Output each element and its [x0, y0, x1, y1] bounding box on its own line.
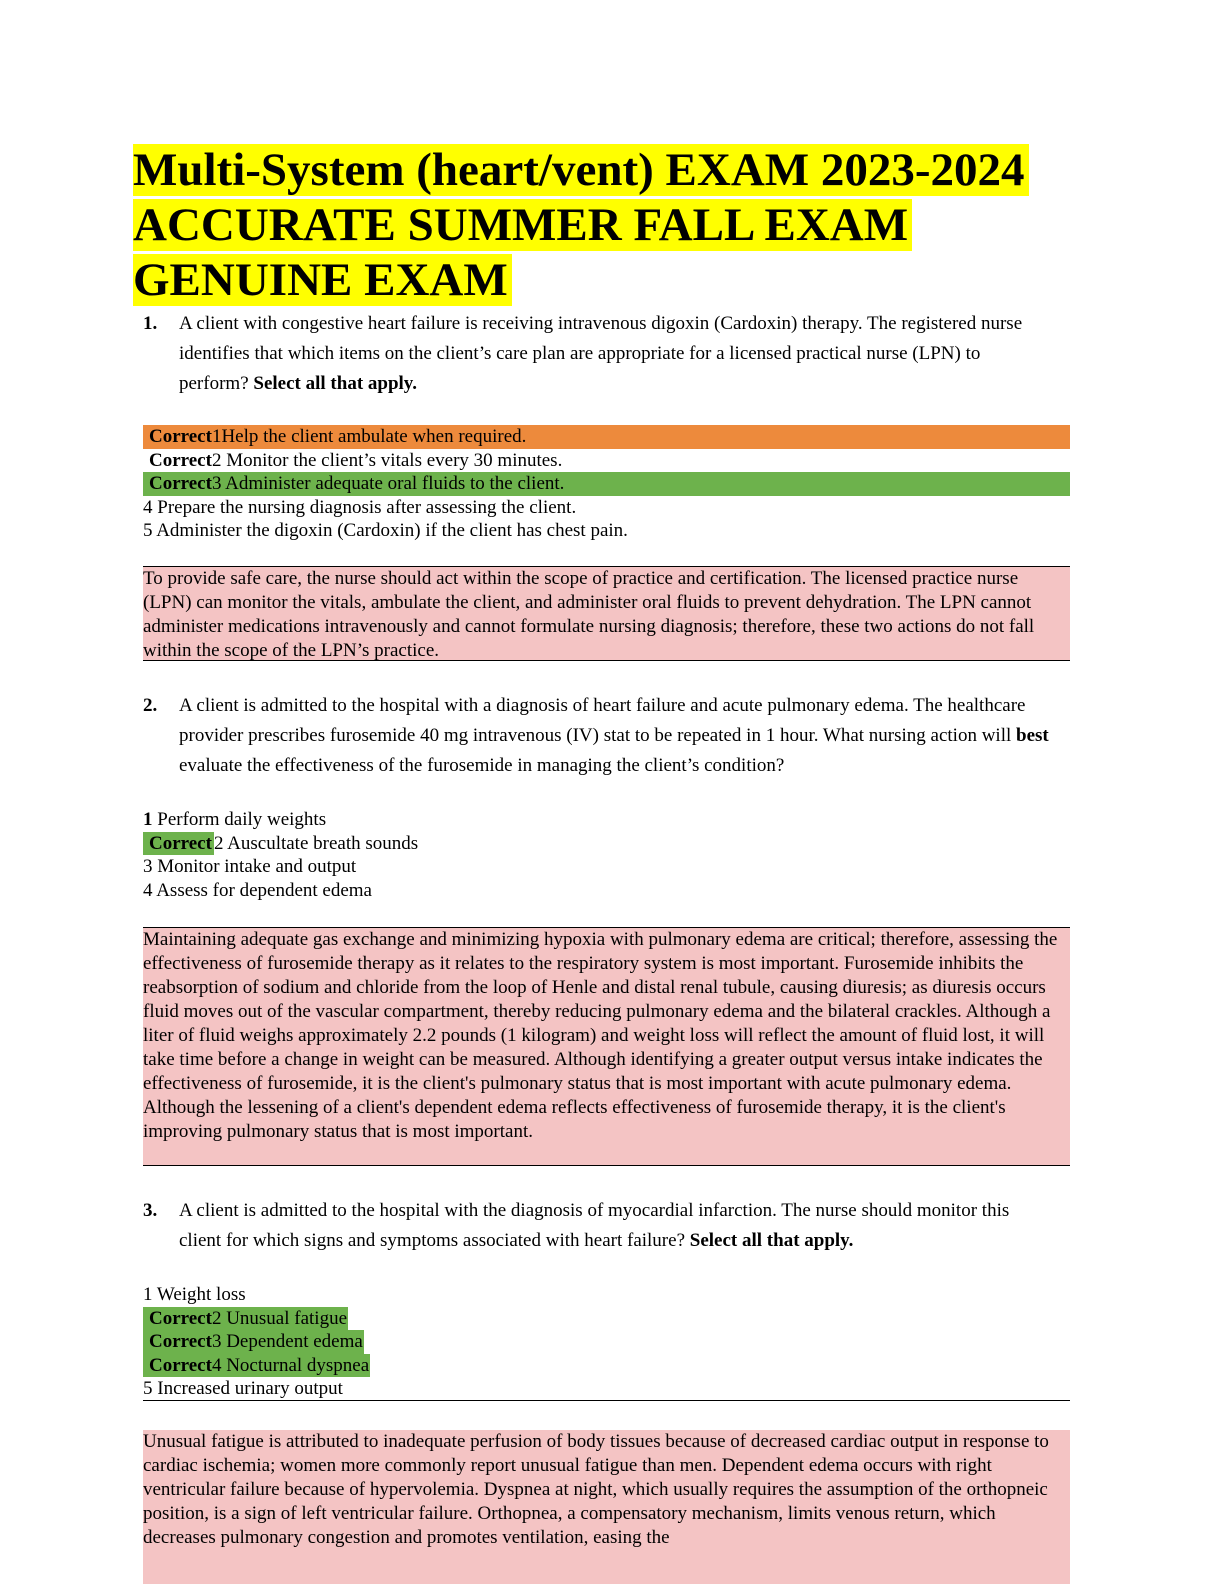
question-2-rationale: Maintaining adequate gas exchange and minimizing hypoxia with pulmonary edema are critical; therefore, assessing the effectiveness of furosemide therapy as it relates to the respiratory system is most important. Furosemide inhibits the reabsorption of sodium and chloride from the loop of Henle and distal renal tubule, causing diuresis; as diuresis occurs fluid moves out of the vascular compartment, thereby reducing pulmonary edema and the bilateral crackles. Although a liter of fluid weighs approximately 2.2 pounds (1 kilogram) and weight loss will reflect the amount of fluid lost, it will take time before a change in weight can be measured. Although identifying a greater output versus intake indicates the effectiveness of furosemide, it is the client's pulmonary status that is most important with acute pulmonary edema. Although the lessening of a client's dependent edema reflects effectiveness of furosemide therapy, it is the client's improving pulmonary status that is most important.: [143, 927, 1070, 1166]
question-2-options: [143, 808, 1070, 902]
question-3-text: A client is admitted to the hospital with the diagnosis of myocardial infarction. The nurse should monitor this client for which signs and symptoms associated with heart failure? Select all that apply.: [179, 1200, 1010, 1251]
q3-option-3: Correct3 Dependent edema: [143, 1330, 1070, 1354]
title-line-2: ACCURATE SUMMER FALL EXAM: [133, 199, 912, 251]
question-2-emphasis: best: [1016, 725, 1049, 746]
question-3-rationale: Unusual fatigue is attributed to inadequate perfusion of body tissues because of decreased cardiac output in response to cardiac ischemia; women more commonly report unusual fatigue than men. Dependent edema occurs with right ventricular failure because of hypervolemia. Dyspnea at night, which usually requires the assumption of the orthopneic position, is a sign of left ventricular failure. Orthopnea, a compensatory mechanism, limits venous return, which decreases pulmonary congestion and promotes ventilation, easing the: [143, 1430, 1070, 1584]
q2-option-3: 3 Monitor intake and output: [143, 856, 357, 877]
q2-option-4: 4 Assess for dependent edema: [143, 879, 372, 901]
q1-option-4: 4 Prepare the nursing diagnosis after assessing the client.: [143, 496, 577, 518]
q2-option-1: 1 Perform daily weights: [143, 809, 327, 830]
q3-option-2: Correct2 Unusual fatigue: [143, 1307, 1070, 1331]
q1-option-1: Correct1Help the client ambulate when required.: [143, 425, 1070, 449]
q1-option-5: 5 Administer the digoxin (Cardoxin) if the client has chest pain.: [143, 520, 628, 541]
question-3: [143, 1196, 1053, 1256]
divider-rule: [143, 1400, 1070, 1401]
question-1: [143, 309, 1053, 399]
exam-title: [133, 143, 1073, 308]
question-2: [143, 691, 1053, 781]
question-3-number: 3.: [143, 1200, 158, 1221]
question-1-text: A client with congestive heart failure is receiving intravenous digoxin (Cardoxin) therapy. The registered nurse identifies that which items on the client’s care plan are appropriate for a licensed practical nurse (LPN) to perform? Select all that apply.: [179, 313, 1023, 394]
title-line-3: GENUINE EXAM: [133, 254, 512, 306]
question-2-text: A client is admitted to the hospital with a diagnosis of heart failure and acute pulmonary edema. The healthcare provider prescribes furosemide 40 mg intravenous (IV) stat to be repeated in 1 hour. What nursing action will best evaluate the effectiveness of the furosemide in managing the client’s condition?: [179, 695, 1049, 776]
question-1-emphasis: Select all that apply.: [253, 373, 418, 394]
q1-option-3: Correct3 Administer adequate oral fluids to the client.: [143, 472, 1070, 496]
q3-option-1: 1 Weight loss: [143, 1284, 246, 1305]
q2-option-2: Correct 2 Auscultate breath sounds: [143, 832, 1070, 856]
question-3-emphasis: Select all that apply.: [689, 1230, 854, 1251]
question-3-options: [143, 1283, 1070, 1401]
question-2-number: 2.: [143, 695, 158, 716]
question-1-rationale: To provide safe care, the nurse should act within the scope of practice and certification. The licensed practice nurse (LPN) can monitor the vitals, ambulate the client, and administer oral fluids to prevent dehydration. The LPN cannot administer medications intravenously and cannot formulate nursing diagnosis; therefore, these two actions do not fall within the scope of the LPN’s practice.: [143, 566, 1070, 661]
q3-option-4: Correct4 Nocturnal dyspnea: [143, 1354, 1070, 1378]
question-1-number: 1.: [143, 313, 158, 334]
question-1-options: [143, 425, 1070, 543]
q3-option-5: 5 Increased urinary output: [143, 1378, 343, 1399]
title-line-1: Multi-System (heart/vent) EXAM 2023-2024: [133, 144, 1029, 196]
q1-option-2: Correct2 Monitor the client’s vitals every 30 minutes.: [149, 449, 563, 471]
